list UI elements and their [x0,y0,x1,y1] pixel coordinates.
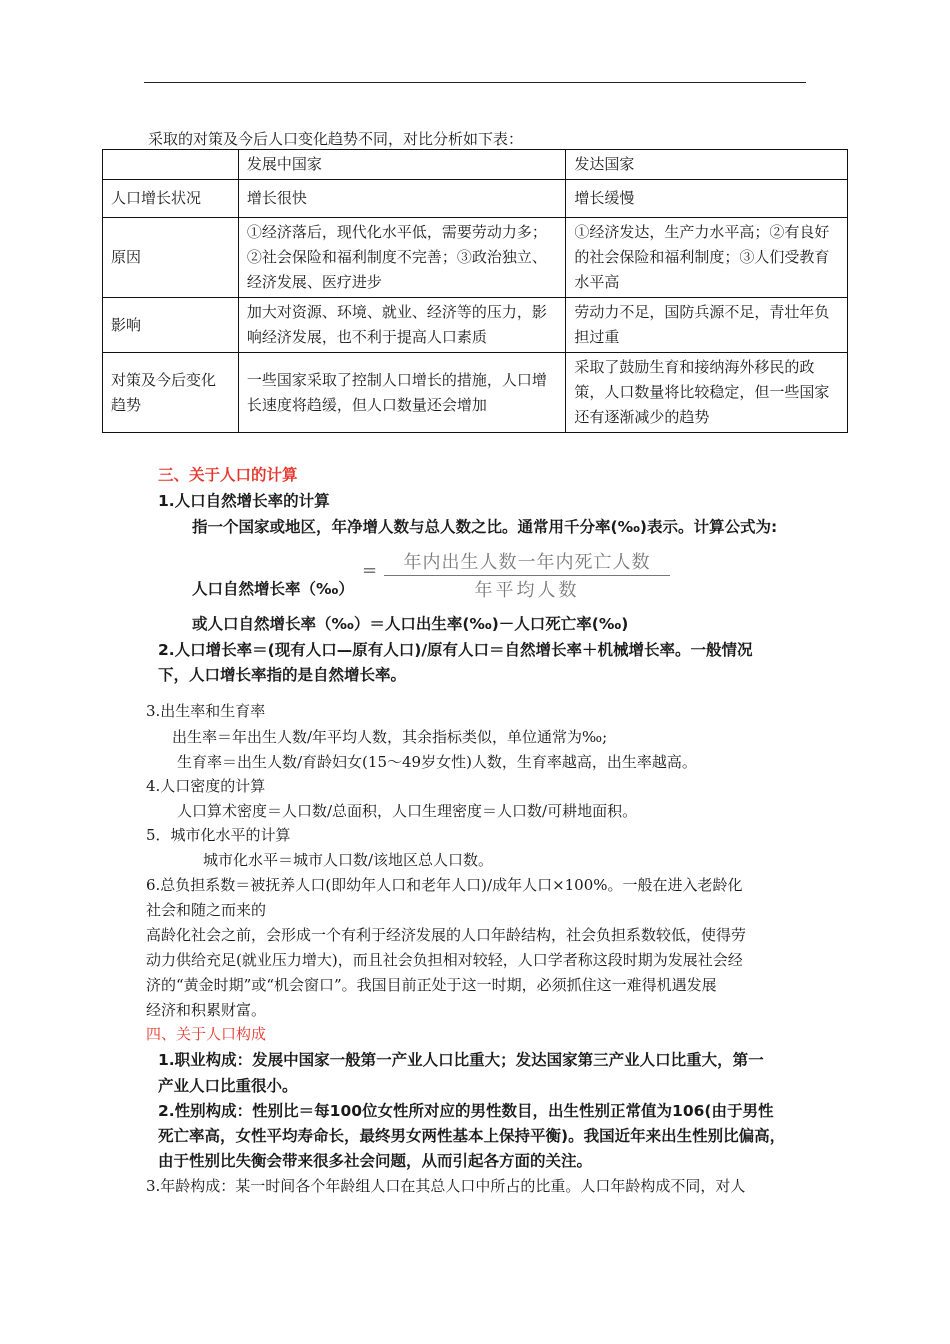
table-cell: 对策及今后变化趋势 [103,353,239,433]
s3-6-line6: 经济和积累财富。 [146,1001,267,1019]
table-cell: 原因 [103,218,239,298]
table-cell: 增长缓慢 [566,180,848,218]
formula-denominator: 年平均人数 [474,580,580,601]
s4-1-line1: 1.职业构成：发展中国家一般第一产业人口比重大；发达国家第三产业人口比重大，第一 [158,1051,764,1069]
table-cell: 人口增长状况 [103,180,239,218]
table-cell: ①经济发达，生产力水平高；②有良好的社会保险和福利制度；③人们受教育水平高 [566,218,848,298]
formula-numerator: 年内出生人数一年内死亡人数 [384,548,670,576]
table-cell: 劳动力不足，国防兵源不足，青壮年负担过重 [566,298,848,353]
s4-2-line3: 由于性别比失衡会带来很多社会问题，从而引起各方面的关注。 [158,1152,593,1170]
s3-5-line1: 城市化水平＝城市人口数/该地区总人口数。 [203,851,494,869]
table-cell: 一些国家采取了控制人口增长的措施，人口增长速度将趋缓，但人口数量还会增加 [238,353,566,433]
s3-3-line1: 出生率＝年出生人数/年平均人数，其余指标类似，单位通常为‰; [172,728,608,746]
s4-2-line2: 死亡率高，女性平均寿命长，最终男女两性基本上保持平衡)。我国近年来出生性别比偏高， [158,1127,786,1145]
s3-2-line2: 下，人口增长率指的是自然增长率。 [158,666,407,684]
formula-fraction [362,548,670,602]
s3-6-line5: 济的“黄金时期”或“机会窗口”。我国目前正处于这一时期，必须抓住这一难得机遇发展 [146,976,717,994]
s3-6-line3: 高龄化社会之前，会形成一个有利于经济发展的人口年龄结构，社会负担系数较低，使得劳 [146,926,747,944]
s3-3-line2: 生育率＝出生人数/育龄妇女(15～49岁女性)人数，生育率越高，出生率越高。 [177,753,697,771]
s3-4-line1: 人口算术密度＝人口数/总面积，人口生理密度＝人口数/可耕地面积。 [177,802,638,820]
s4-2-line1: 2.性别构成：性别比＝每100位女性所对应的男性数目，出生性别正常值为106(由于男性 [158,1102,774,1120]
table-row [103,180,848,218]
formula-lhs: 人口自然增长率（‰） [192,580,354,598]
table-cell: 采取了鼓励生育和接纳海外移民的政策，人口数量将比较稳定，但一些国家还有逐渐减少的趋势 [566,353,848,433]
table-header-row [103,150,848,180]
table-row [103,218,848,298]
formula-equals: = [362,560,378,581]
table-row [103,353,848,433]
s3-1-desc: 指一个国家或地区，年净增人数与总人数之比。通常用千分率(‰)表示。计算公式为: [192,518,778,536]
section-4-title: 四、关于人口构成 [146,1025,267,1043]
formula-alt: 或人口自然增长率（‰）＝人口出生率(‰)－人口死亡率(‰) [192,615,629,633]
s3-6-line2: 社会和随之而来的 [146,901,267,919]
s3-1-title: 1.人口自然增长率的计算 [158,492,330,510]
header-rule [144,82,806,83]
s3-6-line4: 动力供给充足(就业压力增大)，而且社会负担相对较轻，人口学者称这段时期为发展社会经 [146,951,743,969]
intro-text: 采取的对策及今后人口变化趋势不同，对比分析如下表： [148,130,524,148]
table-cell [103,150,239,180]
s3-5-title: 5．城市化水平的计算 [146,826,291,844]
s3-4-title: 4.人口密度的计算 [146,777,266,795]
table-cell: ①经济落后，现代化水平低，需要劳动力多；②社会保险和福利制度不完善；③政治独立、经济发展、医疗进步 [238,218,566,298]
table-cell: 增长很快 [238,180,566,218]
s3-6-line1: 6.总负担系数＝被抚养人口(即幼年人口和老年人口)/成年人口×100%。一般在进入老龄化 [146,876,743,894]
s4-3-line1: 3.年龄构成：某一时间各个年龄组人口在其总人口中所占的比重。人口年龄构成不同，对人 [146,1177,746,1195]
table-cell: 发达国家 [566,150,848,180]
comparison-table [102,149,848,433]
s3-2-line1: 2.人口增长率＝(现有人口—原有人口)/原有人口＝自然增长率＋机械增长率。一般情况 [158,641,753,659]
s4-1-line2: 产业人口比重很小。 [158,1077,298,1095]
table-cell: 发展中国家 [238,150,566,180]
s3-3-title: 3.出生率和生育率 [146,702,266,720]
table-cell: 影响 [103,298,239,353]
table-cell: 加大对资源、环境、就业、经济等的压力，影响经济发展，也不利于提高人口素质 [238,298,566,353]
section-3-title: 三、关于人口的计算 [158,466,298,484]
table-row [103,298,848,353]
